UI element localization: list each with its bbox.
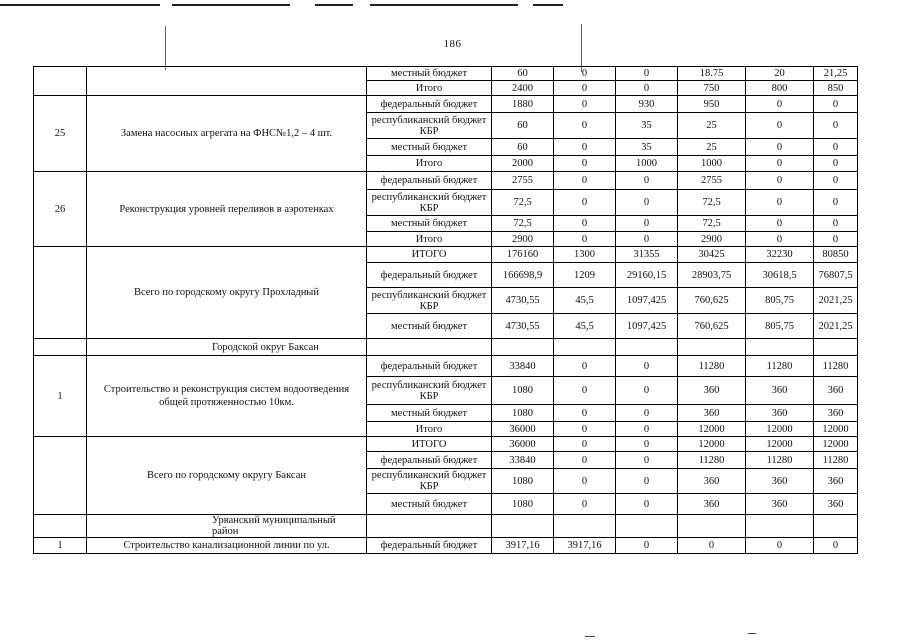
value-cell: 11280 [746, 356, 814, 377]
scan-artifact-mark [585, 636, 595, 637]
value-cell: 360 [678, 469, 746, 494]
value-cell: 0 [554, 437, 616, 452]
value-cell: 360 [814, 494, 858, 515]
item-name: Строительство и реконструкция систем водоотведения общей протяженностью 10км. [87, 356, 367, 437]
value-cell [492, 515, 554, 538]
value-cell: 0 [554, 422, 616, 437]
value-cell: 12000 [678, 437, 746, 452]
value-cell: 0 [554, 452, 616, 469]
item-number: 25 [34, 96, 87, 172]
value-cell: 2400 [492, 81, 554, 96]
value-cell: 0 [746, 190, 814, 216]
value-cell: 0 [554, 216, 616, 232]
value-cell: 45,5 [554, 314, 616, 339]
value-cell: 12000 [746, 422, 814, 437]
value-cell: 72,5 [678, 190, 746, 216]
value-cell: 60 [492, 113, 554, 139]
value-cell: 0 [616, 422, 678, 437]
value-cell: 0 [814, 156, 858, 172]
value-cell [746, 339, 814, 356]
value-cell [746, 515, 814, 538]
value-cell: 0 [616, 538, 678, 554]
table-row [34, 247, 858, 263]
section-title: Городской округ Баксан [87, 339, 367, 356]
table-row [34, 172, 858, 190]
funding-source: местный бюджет [367, 314, 492, 339]
table-row [34, 96, 858, 113]
value-cell: 805,75 [746, 288, 814, 314]
source-cell [367, 515, 492, 538]
value-cell: 1000 [616, 156, 678, 172]
value-cell: 166698,9 [492, 263, 554, 288]
value-cell: 800 [746, 81, 814, 96]
value-cell [616, 339, 678, 356]
value-cell: 35 [616, 139, 678, 156]
value-cell: 360 [814, 405, 858, 422]
value-cell: 11280 [678, 452, 746, 469]
table-row [34, 67, 858, 81]
value-cell: 0 [814, 172, 858, 190]
funding-source: местный бюджет [367, 405, 492, 422]
value-cell: 0 [814, 113, 858, 139]
value-cell: 31355 [616, 247, 678, 263]
value-cell: 12000 [814, 422, 858, 437]
value-cell [616, 515, 678, 538]
value-cell: 0 [814, 139, 858, 156]
value-cell: 805,75 [746, 314, 814, 339]
value-cell: 0 [746, 96, 814, 113]
value-cell: 25 [678, 139, 746, 156]
value-cell: 45,5 [554, 288, 616, 314]
value-cell: 0 [814, 232, 858, 247]
value-cell: 36000 [492, 422, 554, 437]
scan-artifact-mark [748, 633, 756, 634]
item-number [34, 247, 87, 339]
funding-source: Итого [367, 81, 492, 96]
value-cell: 0 [616, 494, 678, 515]
scan-artifact-line [533, 4, 563, 6]
value-cell: 72,5 [492, 216, 554, 232]
value-cell: 0 [616, 190, 678, 216]
source-cell [367, 339, 492, 356]
item-name [87, 67, 367, 96]
value-cell: 0 [554, 96, 616, 113]
value-cell: 930 [616, 96, 678, 113]
table-row [34, 356, 858, 377]
page-number: 186 [443, 38, 462, 50]
value-cell: 12000 [814, 437, 858, 452]
value-cell: 0 [616, 405, 678, 422]
value-cell: 0 [616, 356, 678, 377]
value-cell: 29160,15 [616, 263, 678, 288]
table-row [34, 339, 858, 356]
funding-source: федеральный бюджет [367, 452, 492, 469]
value-cell: 0 [746, 113, 814, 139]
item-name: Всего по городскому округу Прохладный [87, 247, 367, 339]
value-cell: 0 [554, 494, 616, 515]
value-cell: 0 [678, 538, 746, 554]
value-cell: 1209 [554, 263, 616, 288]
value-cell: 60 [492, 67, 554, 81]
value-cell: 2755 [678, 172, 746, 190]
table-row [34, 437, 858, 452]
value-cell: 11280 [814, 356, 858, 377]
funding-source: Итого [367, 232, 492, 247]
value-cell: 0 [554, 405, 616, 422]
item-number: 1 [34, 538, 87, 554]
value-cell [554, 339, 616, 356]
num-cell [34, 339, 87, 356]
value-cell: 0 [616, 172, 678, 190]
value-cell: 3917,16 [492, 538, 554, 554]
value-cell: 1880 [492, 96, 554, 113]
value-cell: 0 [554, 377, 616, 405]
value-cell: 0 [746, 139, 814, 156]
value-cell: 360 [814, 377, 858, 405]
value-cell: 0 [554, 356, 616, 377]
value-cell: 1300 [554, 247, 616, 263]
value-cell: 0 [746, 538, 814, 554]
value-cell [814, 515, 858, 538]
funding-source: федеральный бюджет [367, 172, 492, 190]
item-name: Строительство канализационной линии по ул. [87, 538, 367, 554]
value-cell: 1097,425 [616, 288, 678, 314]
funding-source: местный бюджет [367, 139, 492, 156]
funding-source: Итого [367, 422, 492, 437]
value-cell: 21,25 [814, 67, 858, 81]
value-cell: 11280 [814, 452, 858, 469]
value-cell: 30618,5 [746, 263, 814, 288]
scan-artifact-line [315, 4, 353, 6]
funding-source: республиканский бюджет КБР [367, 288, 492, 314]
item-number [34, 67, 87, 96]
scan-artifact-line [0, 4, 160, 6]
value-cell: 12000 [746, 437, 814, 452]
value-cell: 72,5 [492, 190, 554, 216]
value-cell: 0 [616, 437, 678, 452]
value-cell: 0 [746, 216, 814, 232]
value-cell: 1097,425 [616, 314, 678, 339]
value-cell: 80850 [814, 247, 858, 263]
value-cell: 12000 [678, 422, 746, 437]
value-cell: 360 [678, 405, 746, 422]
value-cell: 0 [814, 216, 858, 232]
value-cell: 0 [814, 190, 858, 216]
value-cell: 360 [746, 377, 814, 405]
value-cell: 750 [678, 81, 746, 96]
value-cell: 25 [678, 113, 746, 139]
budget-table [33, 66, 858, 554]
value-cell: 0 [554, 67, 616, 81]
num-cell [34, 515, 87, 538]
value-cell: 1000 [678, 156, 746, 172]
value-cell: 1080 [492, 405, 554, 422]
value-cell: 4730,55 [492, 288, 554, 314]
funding-source: республиканский бюджет КБР [367, 469, 492, 494]
value-cell: 33840 [492, 452, 554, 469]
value-cell: 0 [554, 156, 616, 172]
value-cell: 360 [746, 469, 814, 494]
value-cell: 1080 [492, 377, 554, 405]
value-cell [814, 339, 858, 356]
item-number: 26 [34, 172, 87, 247]
table-row [34, 515, 858, 538]
funding-source: федеральный бюджет [367, 263, 492, 288]
value-cell [492, 339, 554, 356]
value-cell: 2755 [492, 172, 554, 190]
value-cell: 11280 [746, 452, 814, 469]
item-name: Реконструкция уровней переливов в аэротенках [87, 172, 367, 247]
value-cell: 0 [616, 469, 678, 494]
value-cell: 0 [746, 172, 814, 190]
value-cell: 1080 [492, 494, 554, 515]
value-cell: 0 [554, 81, 616, 96]
value-cell: 0 [554, 469, 616, 494]
value-cell: 760,625 [678, 288, 746, 314]
value-cell: 0 [814, 538, 858, 554]
value-cell: 2021,25 [814, 288, 858, 314]
item-number [34, 437, 87, 515]
value-cell: 76807,5 [814, 263, 858, 288]
value-cell: 18.75 [678, 67, 746, 81]
value-cell: 360 [678, 494, 746, 515]
value-cell: 0 [554, 232, 616, 247]
value-cell: 0 [616, 67, 678, 81]
value-cell: 0 [554, 139, 616, 156]
value-cell: 0 [616, 81, 678, 96]
value-cell: 360 [746, 405, 814, 422]
funding-source: местный бюджет [367, 67, 492, 81]
value-cell: 360 [678, 377, 746, 405]
value-cell: 20 [746, 67, 814, 81]
item-name: Замена насосных агрегата на ФНС№1,2 – 4 шт. [87, 96, 367, 172]
value-cell: 2000 [492, 156, 554, 172]
value-cell: 32230 [746, 247, 814, 263]
value-cell: 36000 [492, 437, 554, 452]
value-cell: 4730,55 [492, 314, 554, 339]
value-cell: 0 [616, 452, 678, 469]
funding-source: республиканский бюджет КБР [367, 190, 492, 216]
value-cell: 850 [814, 81, 858, 96]
value-cell: 0 [746, 232, 814, 247]
value-cell: 0 [616, 216, 678, 232]
value-cell: 3917,16 [554, 538, 616, 554]
value-cell: 35 [616, 113, 678, 139]
value-cell: 60 [492, 139, 554, 156]
funding-source: республиканский бюджет КБР [367, 113, 492, 139]
value-cell [554, 515, 616, 538]
value-cell: 72,5 [678, 216, 746, 232]
value-cell: 0 [814, 96, 858, 113]
value-cell: 2900 [492, 232, 554, 247]
funding-source: местный бюджет [367, 216, 492, 232]
item-number: 1 [34, 356, 87, 437]
value-cell: 0 [554, 172, 616, 190]
value-cell: 11280 [678, 356, 746, 377]
funding-source: ИТОГО [367, 437, 492, 452]
table-body [34, 67, 858, 554]
value-cell [678, 515, 746, 538]
value-cell: 1080 [492, 469, 554, 494]
funding-source: местный бюджет [367, 494, 492, 515]
value-cell: 950 [678, 96, 746, 113]
value-cell: 28903,75 [678, 263, 746, 288]
scan-artifact-line [172, 4, 290, 6]
scan-artifact-line [370, 4, 518, 6]
value-cell: 0 [554, 190, 616, 216]
funding-source: федеральный бюджет [367, 356, 492, 377]
value-cell: 360 [814, 469, 858, 494]
table-row [34, 538, 858, 554]
value-cell: 2900 [678, 232, 746, 247]
value-cell: 176160 [492, 247, 554, 263]
value-cell: 2021,25 [814, 314, 858, 339]
value-cell: 0 [746, 156, 814, 172]
value-cell [678, 339, 746, 356]
funding-source: федеральный бюджет [367, 96, 492, 113]
value-cell: 760,625 [678, 314, 746, 339]
funding-source: Итого [367, 156, 492, 172]
funding-source: республиканский бюджет КБР [367, 377, 492, 405]
scan-artifact-mark [581, 24, 582, 72]
value-cell: 0 [554, 113, 616, 139]
value-cell: 0 [616, 232, 678, 247]
funding-source: ИТОГО [367, 247, 492, 263]
value-cell: 33840 [492, 356, 554, 377]
funding-source: федеральный бюджет [367, 538, 492, 554]
section-title: Урванский муниципальный район [87, 515, 367, 538]
scan-artifact-mark [165, 26, 166, 70]
value-cell: 360 [746, 494, 814, 515]
item-name: Всего по городскому округу Баксан [87, 437, 367, 515]
value-cell: 0 [616, 377, 678, 405]
value-cell: 30425 [678, 247, 746, 263]
